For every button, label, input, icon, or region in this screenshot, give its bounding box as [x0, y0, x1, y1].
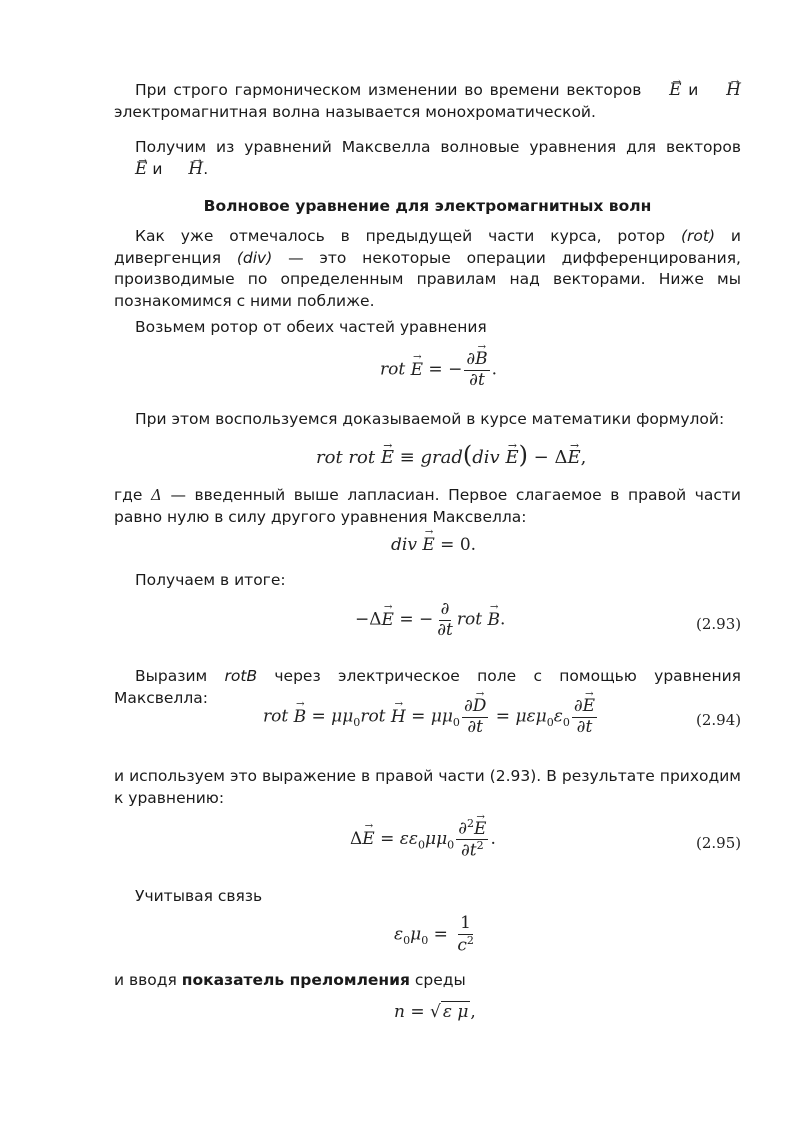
formula-2-93: −Δ→ E = − $\frac{\partial}{\partial t}$ rot → B.: [355, 600, 505, 640]
refraction-index-term: показатель преломления: [181, 971, 410, 989]
paragraph-1: При строго гармоническом изменении во времени векторов → E и → H электромагнитная волна называется монохроматической.: [114, 80, 741, 123]
paragraph-8-a: Выразим: [135, 667, 208, 685]
section-heading: Волновое уравнение для электромагнитных волн: [203, 197, 652, 215]
paragraph-8-b: через электрическое поле с помощью уравнения Максвелла:: [114, 667, 741, 707]
paragraph-3: [114, 226, 741, 312]
rot-term: (rot): [681, 227, 716, 245]
paragraph-10: Учитывая связь: [135, 887, 263, 905]
paragraph-2: Получим из уравнений Максвелла волновые уравнения для векторов → E и → H.: [114, 137, 741, 180]
formula-refractive-index: n = √ ε μ ,: [394, 1002, 476, 1022]
paragraph-7: Получаем в итоге:: [135, 571, 286, 589]
formula-rot-e: rot → E = − $\frac{\partial\to B}{\partial t}$ .: [380, 350, 497, 390]
paragraph-4: Возьмем ротор от обеих частей уравнения: [135, 318, 487, 336]
rotb-term: rotB: [224, 667, 258, 685]
paragraph-2-and: и: [152, 159, 163, 178]
paragraph-3-b: и дивергенция: [114, 227, 741, 267]
div-term: (div): [236, 248, 273, 267]
paragraph-1-line2: электромагнитная волна называется монохроматической.: [114, 102, 596, 121]
formula-div-e: div → E = 0.: [391, 535, 476, 555]
formula-2-94: rot → $B = \mu\mu_0rot \to H = \mu\mu_0$ $\frac{\partial\to D}{\partial t}$ = $\mu\varepsilon\mu_0\varepsilon_0$ $\frac{\partial\to E}{\partial t}$: [263, 697, 599, 737]
paragraph-11-b: среды: [414, 971, 466, 989]
formula-2-95: $\Delta\to E = \varepsilon\varepsilon_0\mu\mu_0$ $\frac{\partial^2\to E}{\partial t^2}$ .: [350, 818, 496, 861]
paragraph-1-text: При строго гармоническом изменении во времени векторов: [135, 81, 642, 99]
equation-number-2-93: (2.93): [696, 615, 742, 633]
equation-number-2-94: (2.94): [696, 711, 742, 729]
paragraph-3-a: Как уже отмечалось в предыдущей части курса, ротор: [135, 227, 666, 245]
paragraph-11-a: и вводя: [114, 971, 177, 989]
equation-number-2-95: (2.95): [696, 834, 742, 852]
paragraph-5: При этом воспользуемся доказываемой в курсе математики формулой:: [135, 410, 725, 428]
paragraph-11: [114, 970, 741, 992]
paragraph-2-text: Получим из уравнений Максвелла волновые уравнения для векторов: [135, 138, 741, 156]
paragraph-3-c: — это некоторые операции дифференцирования, производимые по определенным правилам над векторами. Ниже мы познакомимся с ними поближе.: [114, 248, 741, 310]
paragraph-6: где Δ — введенный выше лапласиан. Первое слагаемое в правой части равно нулю в силу другого уравнения Максвелла:: [114, 486, 742, 526]
paragraph-9: и используем это выражение в правой части (2.93). В результате приходим к уравнению:: [114, 767, 741, 807]
paragraph-6-b: — введенный выше лапласиан. Первое слагаемое в правой части равно нулю в силу другого уравнения Максвелла:: [114, 486, 742, 526]
paragraph-1-and: и: [688, 81, 699, 99]
formula-rot-rot: rot rot → E ≡ grad(div → E) − Δ→ E,: [316, 441, 586, 469]
paragraph-6-a: где: [114, 486, 143, 504]
formula-eps-mu: $\varepsilon_0\mu_0$ = $\frac{1}{c^2}$: [394, 913, 474, 956]
